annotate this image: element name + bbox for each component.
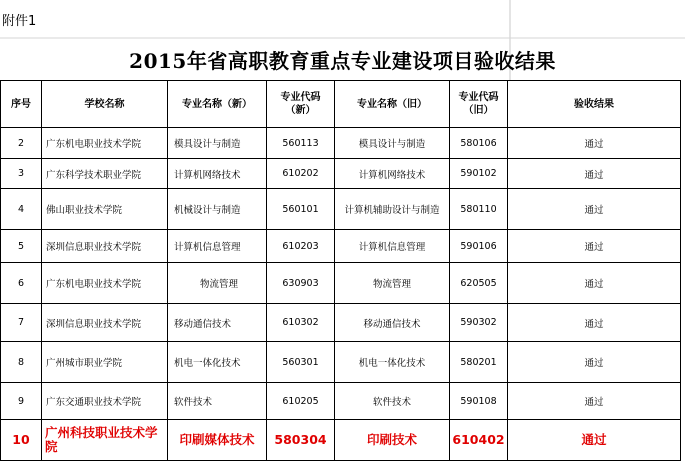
header-code-old xyxy=(450,81,508,128)
cell-major-old: 印刷技术 xyxy=(335,420,450,461)
header-result: 验收结果 xyxy=(508,81,681,128)
cell-school: 广东机电职业技术学院 xyxy=(42,128,168,159)
table-row xyxy=(1,383,681,420)
cell-code-new: 610203 xyxy=(267,230,335,263)
table-row xyxy=(1,189,681,230)
table-row xyxy=(1,128,681,159)
header-code-new xyxy=(267,81,335,128)
table-row xyxy=(1,342,681,383)
cell-code-new: 630903 xyxy=(267,263,335,304)
cell-result: 通过 xyxy=(508,342,681,383)
cell-major-old: 机电一体化技术 xyxy=(335,342,450,383)
cell-major-new: 计算机网络技术 xyxy=(168,159,267,189)
cell-major-old: 移动通信技术 xyxy=(335,304,450,342)
cell-major-old: 计算机辅助设计与制造 xyxy=(335,189,450,230)
cell-major-new: 软件技术 xyxy=(168,383,267,420)
cell-major-new: 计算机信息管理 xyxy=(168,230,267,263)
cell-school: 广东科学技术职业学院 xyxy=(42,159,168,189)
cell-code-old: 580106 xyxy=(450,128,508,159)
cell-major-old: 软件技术 xyxy=(335,383,450,420)
cell-code-new: 610205 xyxy=(267,383,335,420)
page-title: 2015年省高职教育重点专业建设项目验收结果 xyxy=(129,49,556,73)
cell-school: 广东交通职业技术学院 xyxy=(42,383,168,420)
cell-code-new: 610302 xyxy=(267,304,335,342)
cell-major-new: 机械设计与制造 xyxy=(168,189,267,230)
cell-major-new: 移动通信技术 xyxy=(168,304,267,342)
cell-no: 3 xyxy=(1,159,42,189)
cell-no: 5 xyxy=(1,230,42,263)
cell-school: 深圳信息职业技术学院 xyxy=(42,230,168,263)
table-row xyxy=(1,263,681,304)
cell-code-old: 590102 xyxy=(450,159,508,189)
cell-major-new: 印刷媒体技术 xyxy=(168,420,267,461)
results-table xyxy=(0,80,681,461)
cell-no: 8 xyxy=(1,342,42,383)
header-major-new: 专业名称（新） xyxy=(168,81,267,128)
cell-no: 2 xyxy=(1,128,42,159)
cell-major-old: 物流管理 xyxy=(335,263,450,304)
cell-result: 通过 xyxy=(508,159,681,189)
cell-major-old: 计算机信息管理 xyxy=(335,230,450,263)
header-no: 序号 xyxy=(1,81,42,128)
table-row-highlighted xyxy=(1,420,681,461)
cell-code-new: 580304 xyxy=(267,420,335,461)
cell-code-old: 580110 xyxy=(450,189,508,230)
cell-code-new: 610202 xyxy=(267,159,335,189)
cell-code-new: 560101 xyxy=(267,189,335,230)
cell-result: 通过 xyxy=(508,263,681,304)
cell-result: 通过 xyxy=(508,189,681,230)
cell-major-old: 模具设计与制造 xyxy=(335,128,450,159)
cell-result: 通过 xyxy=(508,383,681,420)
cell-school: 深圳信息职业技术学院 xyxy=(42,304,168,342)
table-row xyxy=(1,159,681,189)
attachment-label: 附件1 xyxy=(2,14,37,29)
cell-code-old: 590302 xyxy=(450,304,508,342)
cell-major-new: 物流管理 xyxy=(168,263,267,304)
cell-school: 广东机电职业技术学院 xyxy=(42,263,168,304)
cell-code-new: 560301 xyxy=(267,342,335,383)
header-row xyxy=(1,81,681,128)
cell-code-old: 620505 xyxy=(450,263,508,304)
cell-no: 10 xyxy=(1,420,42,461)
cell-code-old: 610402 xyxy=(450,420,508,461)
cell-result: 通过 xyxy=(508,128,681,159)
cell-no: 6 xyxy=(1,263,42,304)
table-row xyxy=(1,230,681,263)
header-code-new-text: 专业代码（新） xyxy=(280,92,321,116)
table-row xyxy=(1,304,681,342)
cell-major-old: 计算机网络技术 xyxy=(335,159,450,189)
header-major-old: 专业名称（旧） xyxy=(335,81,450,128)
cell-school: 佛山职业技术学院 xyxy=(42,189,168,230)
cell-major-new: 机电一体化技术 xyxy=(168,342,267,383)
cell-major-new: 模具设计与制造 xyxy=(168,128,267,159)
cell-school: 广州城市职业学院 xyxy=(42,342,168,383)
cell-code-old: 590106 xyxy=(450,230,508,263)
cell-no: 7 xyxy=(1,304,42,342)
cell-school: 广州科技职业技术学院 xyxy=(42,420,168,461)
header-school: 学校名称 xyxy=(42,81,168,128)
header-code-old-text: 专业代码（旧） xyxy=(458,92,499,116)
cell-code-old: 580201 xyxy=(450,342,508,383)
cell-no: 4 xyxy=(1,189,42,230)
cell-result: 通过 xyxy=(508,420,681,461)
cell-code-old: 590108 xyxy=(450,383,508,420)
cell-result: 通过 xyxy=(508,304,681,342)
cell-code-new: 560113 xyxy=(267,128,335,159)
cell-no: 9 xyxy=(1,383,42,420)
cell-result: 通过 xyxy=(508,230,681,263)
